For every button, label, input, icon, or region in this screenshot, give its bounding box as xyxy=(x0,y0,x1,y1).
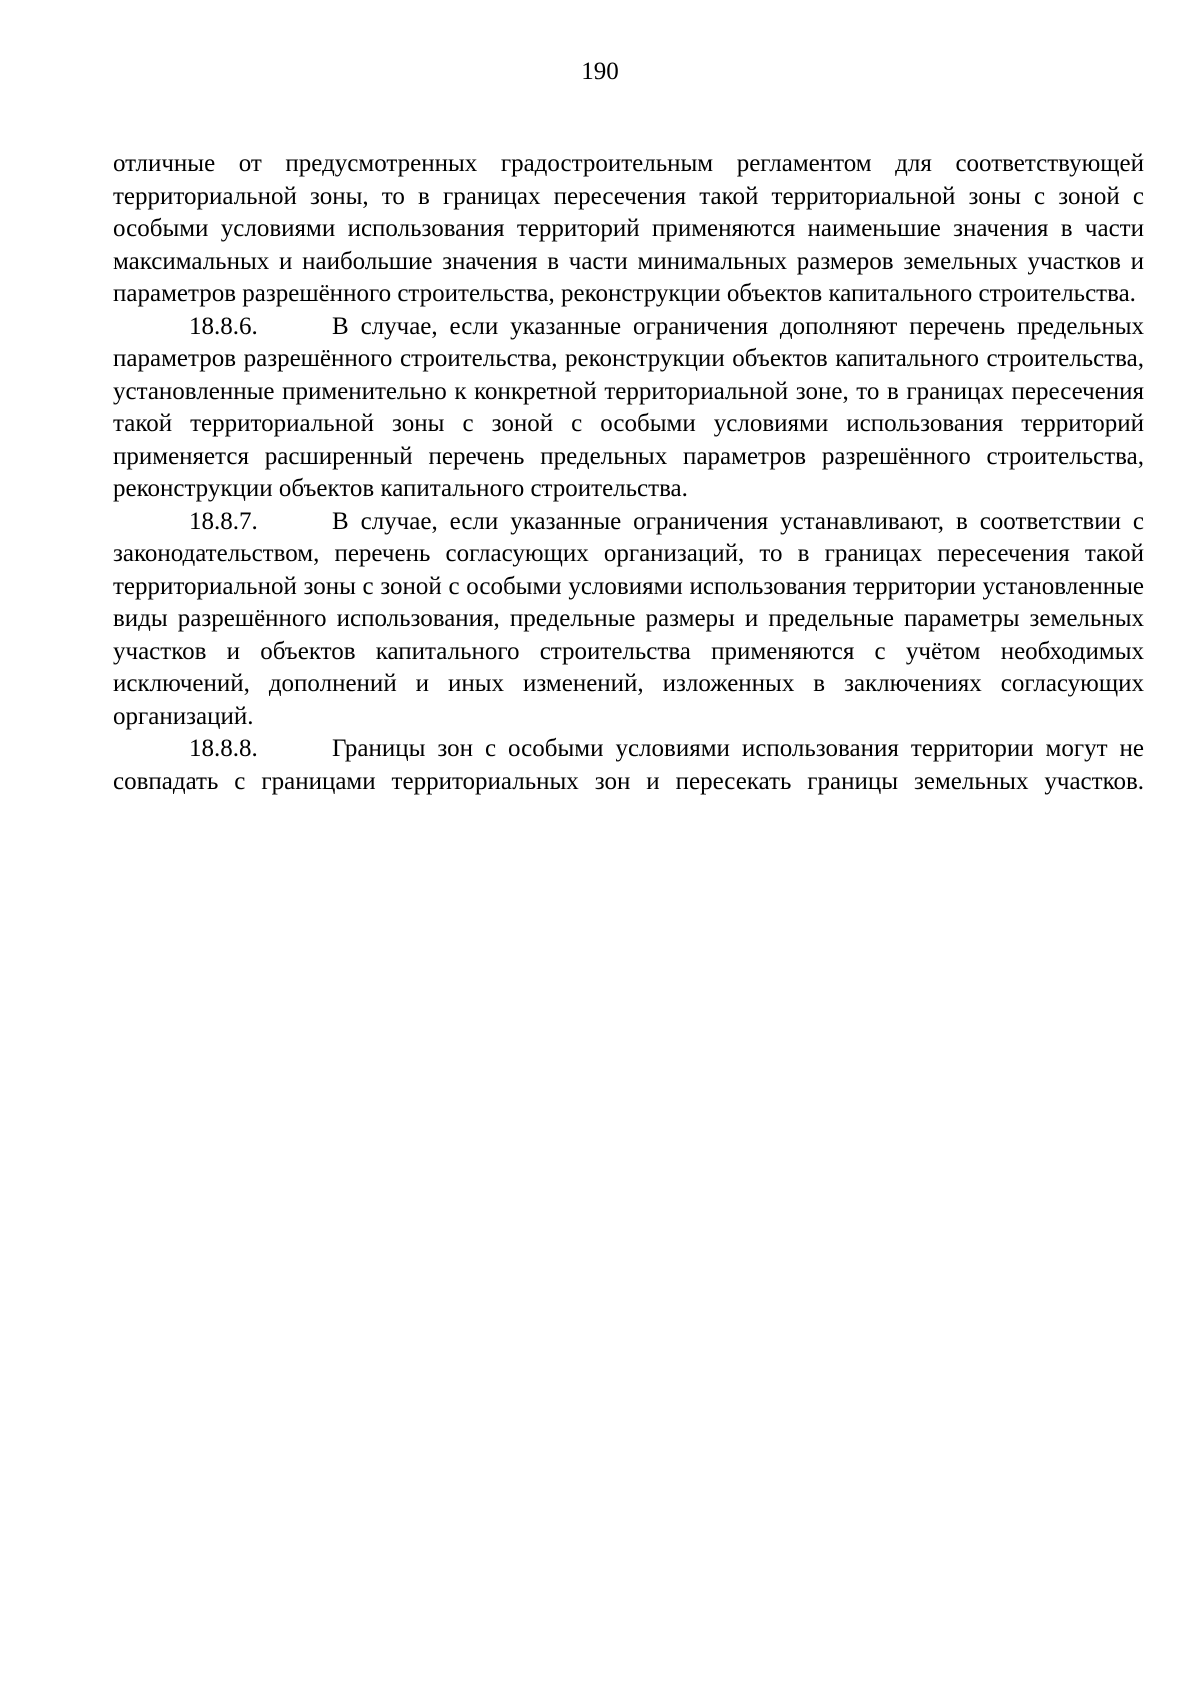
paragraph-number: 18.8.8. xyxy=(189,735,258,762)
paragraph-18-8-7 xyxy=(113,506,1144,734)
paragraph-text: отличные от предусмотренных градостроительным регламентом для соответствующей территориальной зоны, то в границах пересечения такой территориальной зоны с зоной с особыми условиями использования территорий применяются наименьшие значения в части максимальных и наибольшие значения в части минимальных размеров земельных участков и параметров разрешённого строительства, реконструкции объектов капитального строительства. xyxy=(113,150,1144,307)
paragraph-number: 18.8.6. xyxy=(189,312,258,340)
paragraph-text: В случае, если указанные ограничения устанавливают, в соответствии с законодательством, перечень согласующих организаций, то в границах пересечения такой территориальной зоны с зоной с особыми условиями использования территории установленные виды разрешённого использования, предельные размеры и предельные параметры земельных участков и объектов капитального строительства применяются с учётом необходимых исключений, дополнений и иных изменений, изложенных в заключениях согласующих организаций. xyxy=(113,507,1144,730)
paragraph-text: В случае, если указанные ограничения дополняют перечень предельных параметров разрешённого строительства, реконструкции объектов капитального строительства, установленные применительно к конкретной территориальной зоне, то в границах пересечения такой территориальной зоны с зоной с особыми условиями использования территорий применяется расширенный перечень предельных параметров разрешённого строительства, реконструкции объектов капитального строительства. xyxy=(113,312,1144,502)
paragraph-18-8-8 xyxy=(113,733,1144,798)
paragraph-18-8-6 xyxy=(113,311,1144,506)
paragraph-number: 18.8.7. xyxy=(189,507,258,535)
paragraph-continuation xyxy=(113,148,1144,311)
paragraph-text: Границы зон с особыми условиями использования территории могут не совпадать с границами территориальных зон и пересекать границы земельных участков. xyxy=(113,735,1144,795)
page-number: 190 xyxy=(581,58,619,85)
document-body xyxy=(113,148,1144,798)
